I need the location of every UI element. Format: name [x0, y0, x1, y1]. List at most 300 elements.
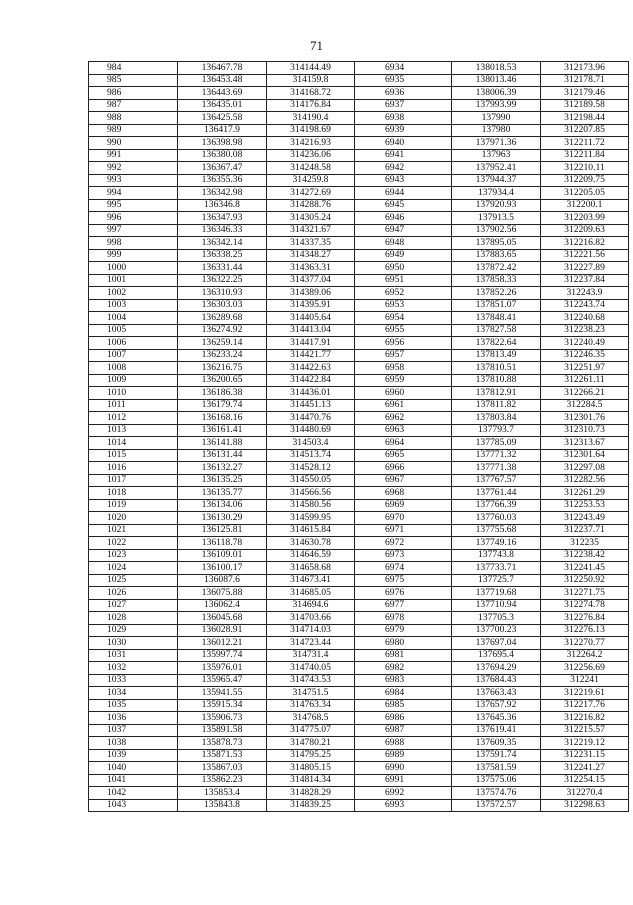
- table-cell: 314422.63: [267, 362, 355, 375]
- table-cell: 1021: [89, 524, 178, 537]
- table-cell: 137572.57: [452, 799, 541, 812]
- table-cell: 6947: [355, 224, 452, 237]
- table-cell: 6983: [355, 674, 452, 687]
- table-cell: 6943: [355, 174, 452, 187]
- table-cell: 314795.25: [267, 749, 355, 762]
- table-row: [89, 662, 629, 675]
- table-cell: 137990: [452, 112, 541, 125]
- table-cell: 138013.46: [452, 74, 541, 87]
- table-cell: 137697.04: [452, 637, 541, 650]
- table-row: [89, 674, 629, 687]
- table-cell: 137872.42: [452, 262, 541, 275]
- table-row: [89, 537, 629, 550]
- table-cell: 1035: [89, 699, 178, 712]
- table-cell: 312211.84: [541, 149, 629, 162]
- table-cell: 312237.71: [541, 524, 629, 537]
- table-cell: 990: [89, 137, 178, 150]
- table-cell: 1009: [89, 374, 178, 387]
- table-cell: 991: [89, 149, 178, 162]
- table-row: [89, 437, 629, 450]
- table-row: [89, 449, 629, 462]
- table-cell: 6974: [355, 562, 452, 575]
- table-cell: 994: [89, 187, 178, 200]
- table-cell: 135867.03: [178, 762, 267, 775]
- table-cell: 1040: [89, 762, 178, 775]
- table-cell: 1007: [89, 349, 178, 362]
- table-cell: 6967: [355, 474, 452, 487]
- table-cell: 1041: [89, 774, 178, 787]
- table-cell: 6979: [355, 624, 452, 637]
- table-cell: 314763.34: [267, 699, 355, 712]
- table-row: [89, 474, 629, 487]
- table-cell: 312210.11: [541, 162, 629, 175]
- table-cell: 314839.25: [267, 799, 355, 812]
- table-cell: 314685.05: [267, 587, 355, 600]
- table-cell: 6962: [355, 412, 452, 425]
- table-cell: 137811.82: [452, 399, 541, 412]
- table-cell: 998: [89, 237, 178, 250]
- table-row: [89, 412, 629, 425]
- table-cell: 136331.44: [178, 262, 267, 275]
- table-cell: 137934.4: [452, 187, 541, 200]
- table-cell: 137858.33: [452, 274, 541, 287]
- table-cell: 136132.27: [178, 462, 267, 475]
- table-cell: 6969: [355, 499, 452, 512]
- table-cell: 6968: [355, 487, 452, 500]
- table-cell: 137785.09: [452, 437, 541, 450]
- table-cell: 314236.06: [267, 149, 355, 162]
- table-cell: 314305.24: [267, 212, 355, 225]
- table-row: [89, 124, 629, 137]
- table-cell: 137883.65: [452, 249, 541, 262]
- table-row: [89, 387, 629, 400]
- table-cell: 137771.32: [452, 449, 541, 462]
- table-row: [89, 187, 629, 200]
- table-row: [89, 499, 629, 512]
- table-cell: 136342.98: [178, 187, 267, 200]
- table-cell: 137574.76: [452, 787, 541, 800]
- table-cell: 137993.99: [452, 99, 541, 112]
- table-cell: 6937: [355, 99, 452, 112]
- table-cell: 312243.9: [541, 287, 629, 300]
- table-cell: 137895.05: [452, 237, 541, 250]
- table-cell: 314503.4: [267, 437, 355, 450]
- table-cell: 314417.91: [267, 337, 355, 350]
- table-cell: 312221.56: [541, 249, 629, 262]
- table-cell: 1014: [89, 437, 178, 450]
- table-cell: 314272.69: [267, 187, 355, 200]
- table-cell: 6952: [355, 287, 452, 300]
- table-cell: 137645.36: [452, 712, 541, 725]
- table-cell: 1031: [89, 649, 178, 662]
- table-row: [89, 99, 629, 112]
- table-cell: 6988: [355, 737, 452, 750]
- table-cell: 137963: [452, 149, 541, 162]
- table-cell: 137827.58: [452, 324, 541, 337]
- table-cell: 314805.15: [267, 762, 355, 775]
- table-cell: 314740.05: [267, 662, 355, 675]
- table-cell: 137944.37: [452, 174, 541, 187]
- table-cell: 1027: [89, 599, 178, 612]
- table-cell: 1029: [89, 624, 178, 637]
- table-cell: 136075.88: [178, 587, 267, 600]
- table-cell: 6977: [355, 599, 452, 612]
- table-cell: 987: [89, 99, 178, 112]
- table-cell: 6975: [355, 574, 452, 587]
- table-cell: 137767.57: [452, 474, 541, 487]
- table-row: [89, 699, 629, 712]
- table-cell: 6989: [355, 749, 452, 762]
- table-cell: 135997.74: [178, 649, 267, 662]
- table-cell: 314828.29: [267, 787, 355, 800]
- table-cell: 314513.74: [267, 449, 355, 462]
- table-cell: 314470.76: [267, 412, 355, 425]
- table-cell: 1028: [89, 612, 178, 625]
- table-cell: 1032: [89, 662, 178, 675]
- table-cell: 314731.4: [267, 649, 355, 662]
- table-cell: 312250.92: [541, 574, 629, 587]
- table-cell: 314451.13: [267, 399, 355, 412]
- table-cell: 312274.78: [541, 599, 629, 612]
- table-cell: 312205.05: [541, 187, 629, 200]
- table-cell: 1039: [89, 749, 178, 762]
- table-cell: 312264.2: [541, 649, 629, 662]
- table-row: [89, 637, 629, 650]
- table-cell: 312209.75: [541, 174, 629, 187]
- table-cell: 988: [89, 112, 178, 125]
- table-row: [89, 324, 629, 337]
- table-cell: 136467.78: [178, 62, 267, 75]
- table-cell: 1036: [89, 712, 178, 725]
- table-cell: 6946: [355, 212, 452, 225]
- table-cell: 1013: [89, 424, 178, 437]
- table-cell: 314288.76: [267, 199, 355, 212]
- table-cell: 314248.58: [267, 162, 355, 175]
- table-row: [89, 137, 629, 150]
- table-cell: 314363.31: [267, 262, 355, 275]
- table-cell: 997: [89, 224, 178, 237]
- table-cell: 6960: [355, 387, 452, 400]
- table-cell: 995: [89, 199, 178, 212]
- table-cell: 314703.66: [267, 612, 355, 625]
- table-cell: 314348.27: [267, 249, 355, 262]
- table-cell: 314615.84: [267, 524, 355, 537]
- table-cell: 136443.69: [178, 87, 267, 100]
- table-row: [89, 749, 629, 762]
- table-cell: 1008: [89, 362, 178, 375]
- table-cell: 135843.8: [178, 799, 267, 812]
- table-cell: 136398.98: [178, 137, 267, 150]
- table-cell: 136259.14: [178, 337, 267, 350]
- table-cell: 314405.64: [267, 312, 355, 325]
- table-cell: 136062.4: [178, 599, 267, 612]
- table-cell: 314337.35: [267, 237, 355, 250]
- table-cell: 137710.94: [452, 599, 541, 612]
- table-cell: 1034: [89, 687, 178, 700]
- table-cell: 1011: [89, 399, 178, 412]
- table-cell: 312198.44: [541, 112, 629, 125]
- table-row: [89, 362, 629, 375]
- table-cell: 137700.23: [452, 624, 541, 637]
- table-cell: 136355.36: [178, 174, 267, 187]
- table-cell: 136161.41: [178, 424, 267, 437]
- table-cell: 312231.15: [541, 749, 629, 762]
- table-row: [89, 312, 629, 325]
- table-cell: 137810.51: [452, 362, 541, 375]
- table-cell: 312253.53: [541, 499, 629, 512]
- table-cell: 312270.77: [541, 637, 629, 650]
- table-cell: 314630.78: [267, 537, 355, 550]
- table-cell: 137851.07: [452, 299, 541, 312]
- table-cell: 135871.53: [178, 749, 267, 762]
- table-cell: 312219.12: [541, 737, 629, 750]
- table-row: [89, 524, 629, 537]
- table-cell: 136200.65: [178, 374, 267, 387]
- table-cell: 6993: [355, 799, 452, 812]
- table-cell: 136233.24: [178, 349, 267, 362]
- table-cell: 137793.7: [452, 424, 541, 437]
- table-row: [89, 374, 629, 387]
- table-cell: 136367.47: [178, 162, 267, 175]
- table-cell: 1010: [89, 387, 178, 400]
- table-cell: 312243.74: [541, 299, 629, 312]
- table-cell: 137719.68: [452, 587, 541, 600]
- table-cell: 312203.99: [541, 212, 629, 225]
- table-cell: 6957: [355, 349, 452, 362]
- table-cell: 1001: [89, 274, 178, 287]
- table-cell: 136425.58: [178, 112, 267, 125]
- table-cell: 314198.69: [267, 124, 355, 137]
- table-cell: 137581.59: [452, 762, 541, 775]
- table-cell: 137771.38: [452, 462, 541, 475]
- table-cell: 136012.21: [178, 637, 267, 650]
- table-cell: 6970: [355, 512, 452, 525]
- table-row: [89, 512, 629, 525]
- table-row: [89, 724, 629, 737]
- table-cell: 1026: [89, 587, 178, 600]
- table-cell: 137695.4: [452, 649, 541, 662]
- table-cell: 314714.03: [267, 624, 355, 637]
- table-cell: 312237.84: [541, 274, 629, 287]
- table-row: [89, 149, 629, 162]
- table-cell: 986: [89, 87, 178, 100]
- table-cell: 136028.91: [178, 624, 267, 637]
- table-cell: 6959: [355, 374, 452, 387]
- table-cell: 312238.42: [541, 549, 629, 562]
- table-cell: 136135.77: [178, 487, 267, 500]
- table-cell: 6951: [355, 274, 452, 287]
- table-cell: 137591.74: [452, 749, 541, 762]
- table-cell: 6991: [355, 774, 452, 787]
- coordinates-table: [88, 61, 629, 812]
- table-cell: 1024: [89, 562, 178, 575]
- table-cell: 136417.9: [178, 124, 267, 137]
- table-cell: 314694.6: [267, 599, 355, 612]
- table-cell: 136045.68: [178, 612, 267, 625]
- table-cell: 314144.49: [267, 62, 355, 75]
- table-cell: 312217.76: [541, 699, 629, 712]
- table-cell: 1042: [89, 787, 178, 800]
- table-cell: 137755.68: [452, 524, 541, 537]
- table-cell: 314658.68: [267, 562, 355, 575]
- table-cell: 312298.63: [541, 799, 629, 812]
- table-row: [89, 274, 629, 287]
- table-cell: 312241.27: [541, 762, 629, 775]
- table-cell: 312241: [541, 674, 629, 687]
- table-row: [89, 112, 629, 125]
- table-cell: 136135.25: [178, 474, 267, 487]
- table-cell: 312235: [541, 537, 629, 550]
- table-cell: 136125.81: [178, 524, 267, 537]
- table-cell: 312310.73: [541, 424, 629, 437]
- table-cell: 314216.93: [267, 137, 355, 150]
- table-cell: 1038: [89, 737, 178, 750]
- table-cell: 137803.84: [452, 412, 541, 425]
- table-cell: 6940: [355, 137, 452, 150]
- table-row: [89, 599, 629, 612]
- table-cell: 137766.39: [452, 499, 541, 512]
- table-cell: 6971: [355, 524, 452, 537]
- table-cell: 137694.29: [452, 662, 541, 675]
- table-cell: 136346.33: [178, 224, 267, 237]
- table-row: [89, 62, 629, 75]
- table-cell: 137810.88: [452, 374, 541, 387]
- table-row: [89, 249, 629, 262]
- table-cell: 6963: [355, 424, 452, 437]
- table-cell: 136453.48: [178, 74, 267, 87]
- table-cell: 993: [89, 174, 178, 187]
- table-cell: 136346.8: [178, 199, 267, 212]
- table-cell: 6986: [355, 712, 452, 725]
- table-cell: 1016: [89, 462, 178, 475]
- table-cell: 137575.06: [452, 774, 541, 787]
- table-cell: 136134.06: [178, 499, 267, 512]
- table-row: [89, 337, 629, 350]
- table-cell: 6935: [355, 74, 452, 87]
- table-cell: 136118.78: [178, 537, 267, 550]
- table-cell: 6948: [355, 237, 452, 250]
- table-cell: 137619.41: [452, 724, 541, 737]
- table-row: [89, 649, 629, 662]
- table-cell: 314190.4: [267, 112, 355, 125]
- table-cell: 136216.75: [178, 362, 267, 375]
- table-cell: 312261.29: [541, 487, 629, 500]
- table-row: [89, 562, 629, 575]
- table-row: [89, 174, 629, 187]
- table-row: [89, 287, 629, 300]
- table-cell: 136087.6: [178, 574, 267, 587]
- table-cell: 312282.56: [541, 474, 629, 487]
- table-cell: 996: [89, 212, 178, 225]
- table-cell: 6978: [355, 612, 452, 625]
- table-cell: 6954: [355, 312, 452, 325]
- table-cell: 6981: [355, 649, 452, 662]
- table-cell: 314395.91: [267, 299, 355, 312]
- table-cell: 6987: [355, 724, 452, 737]
- table-cell: 136186.38: [178, 387, 267, 400]
- table-cell: 312254.15: [541, 774, 629, 787]
- table-cell: 1003: [89, 299, 178, 312]
- table-cell: 6938: [355, 112, 452, 125]
- table-cell: 138018.53: [452, 62, 541, 75]
- table-row: [89, 712, 629, 725]
- table-cell: 312209.63: [541, 224, 629, 237]
- table-cell: 136141.88: [178, 437, 267, 450]
- table-cell: 136179.74: [178, 399, 267, 412]
- table-cell: 6985: [355, 699, 452, 712]
- table-cell: 137952.41: [452, 162, 541, 175]
- table-cell: 312284.5: [541, 399, 629, 412]
- table-cell: 314775.07: [267, 724, 355, 737]
- table-cell: 1020: [89, 512, 178, 525]
- table-cell: 314413.04: [267, 324, 355, 337]
- table-cell: 314743.53: [267, 674, 355, 687]
- table-cell: 312313.67: [541, 437, 629, 450]
- table-cell: 312297.08: [541, 462, 629, 475]
- table-cell: 314259.8: [267, 174, 355, 187]
- table-cell: 136131.44: [178, 449, 267, 462]
- table-row: [89, 212, 629, 225]
- table-cell: 137749.16: [452, 537, 541, 550]
- table-row: [89, 737, 629, 750]
- table-cell: 1025: [89, 574, 178, 587]
- table-cell: 312178.71: [541, 74, 629, 87]
- table-cell: 1004: [89, 312, 178, 325]
- table-cell: 984: [89, 62, 178, 75]
- table-cell: 312261.11: [541, 374, 629, 387]
- table-cell: 1015: [89, 449, 178, 462]
- table-cell: 6982: [355, 662, 452, 675]
- table-cell: 312227.89: [541, 262, 629, 275]
- table-row: [89, 224, 629, 237]
- table-cell: 314580.56: [267, 499, 355, 512]
- table-cell: 135862.23: [178, 774, 267, 787]
- table-cell: 6936: [355, 87, 452, 100]
- table-cell: 135941.55: [178, 687, 267, 700]
- table-row: [89, 787, 629, 800]
- table-cell: 312200.1: [541, 199, 629, 212]
- table-cell: 137725.7: [452, 574, 541, 587]
- table-cell: 137609.35: [452, 737, 541, 750]
- table-row: [89, 549, 629, 562]
- table-cell: 6964: [355, 437, 452, 450]
- table-cell: 6934: [355, 62, 452, 75]
- table-cell: 312271.75: [541, 587, 629, 600]
- table-cell: 6976: [355, 587, 452, 600]
- table-cell: 6941: [355, 149, 452, 162]
- table-cell: 6958: [355, 362, 452, 375]
- table-row: [89, 612, 629, 625]
- table-cell: 6984: [355, 687, 452, 700]
- table-cell: 312270.4: [541, 787, 629, 800]
- table-cell: 314723.44: [267, 637, 355, 650]
- table-cell: 137705.3: [452, 612, 541, 625]
- table-cell: 6950: [355, 262, 452, 275]
- table-cell: 6965: [355, 449, 452, 462]
- table-cell: 999: [89, 249, 178, 262]
- table-cell: 1030: [89, 637, 178, 650]
- table-cell: 314780.21: [267, 737, 355, 750]
- table-cell: 314480.69: [267, 424, 355, 437]
- table-cell: 314422.84: [267, 374, 355, 387]
- table-cell: 137812.91: [452, 387, 541, 400]
- table-cell: 6973: [355, 549, 452, 562]
- table-cell: 312238.23: [541, 324, 629, 337]
- table-row: [89, 87, 629, 100]
- table-cell: 137822.64: [452, 337, 541, 350]
- table-cell: 992: [89, 162, 178, 175]
- table-cell: 136289.68: [178, 312, 267, 325]
